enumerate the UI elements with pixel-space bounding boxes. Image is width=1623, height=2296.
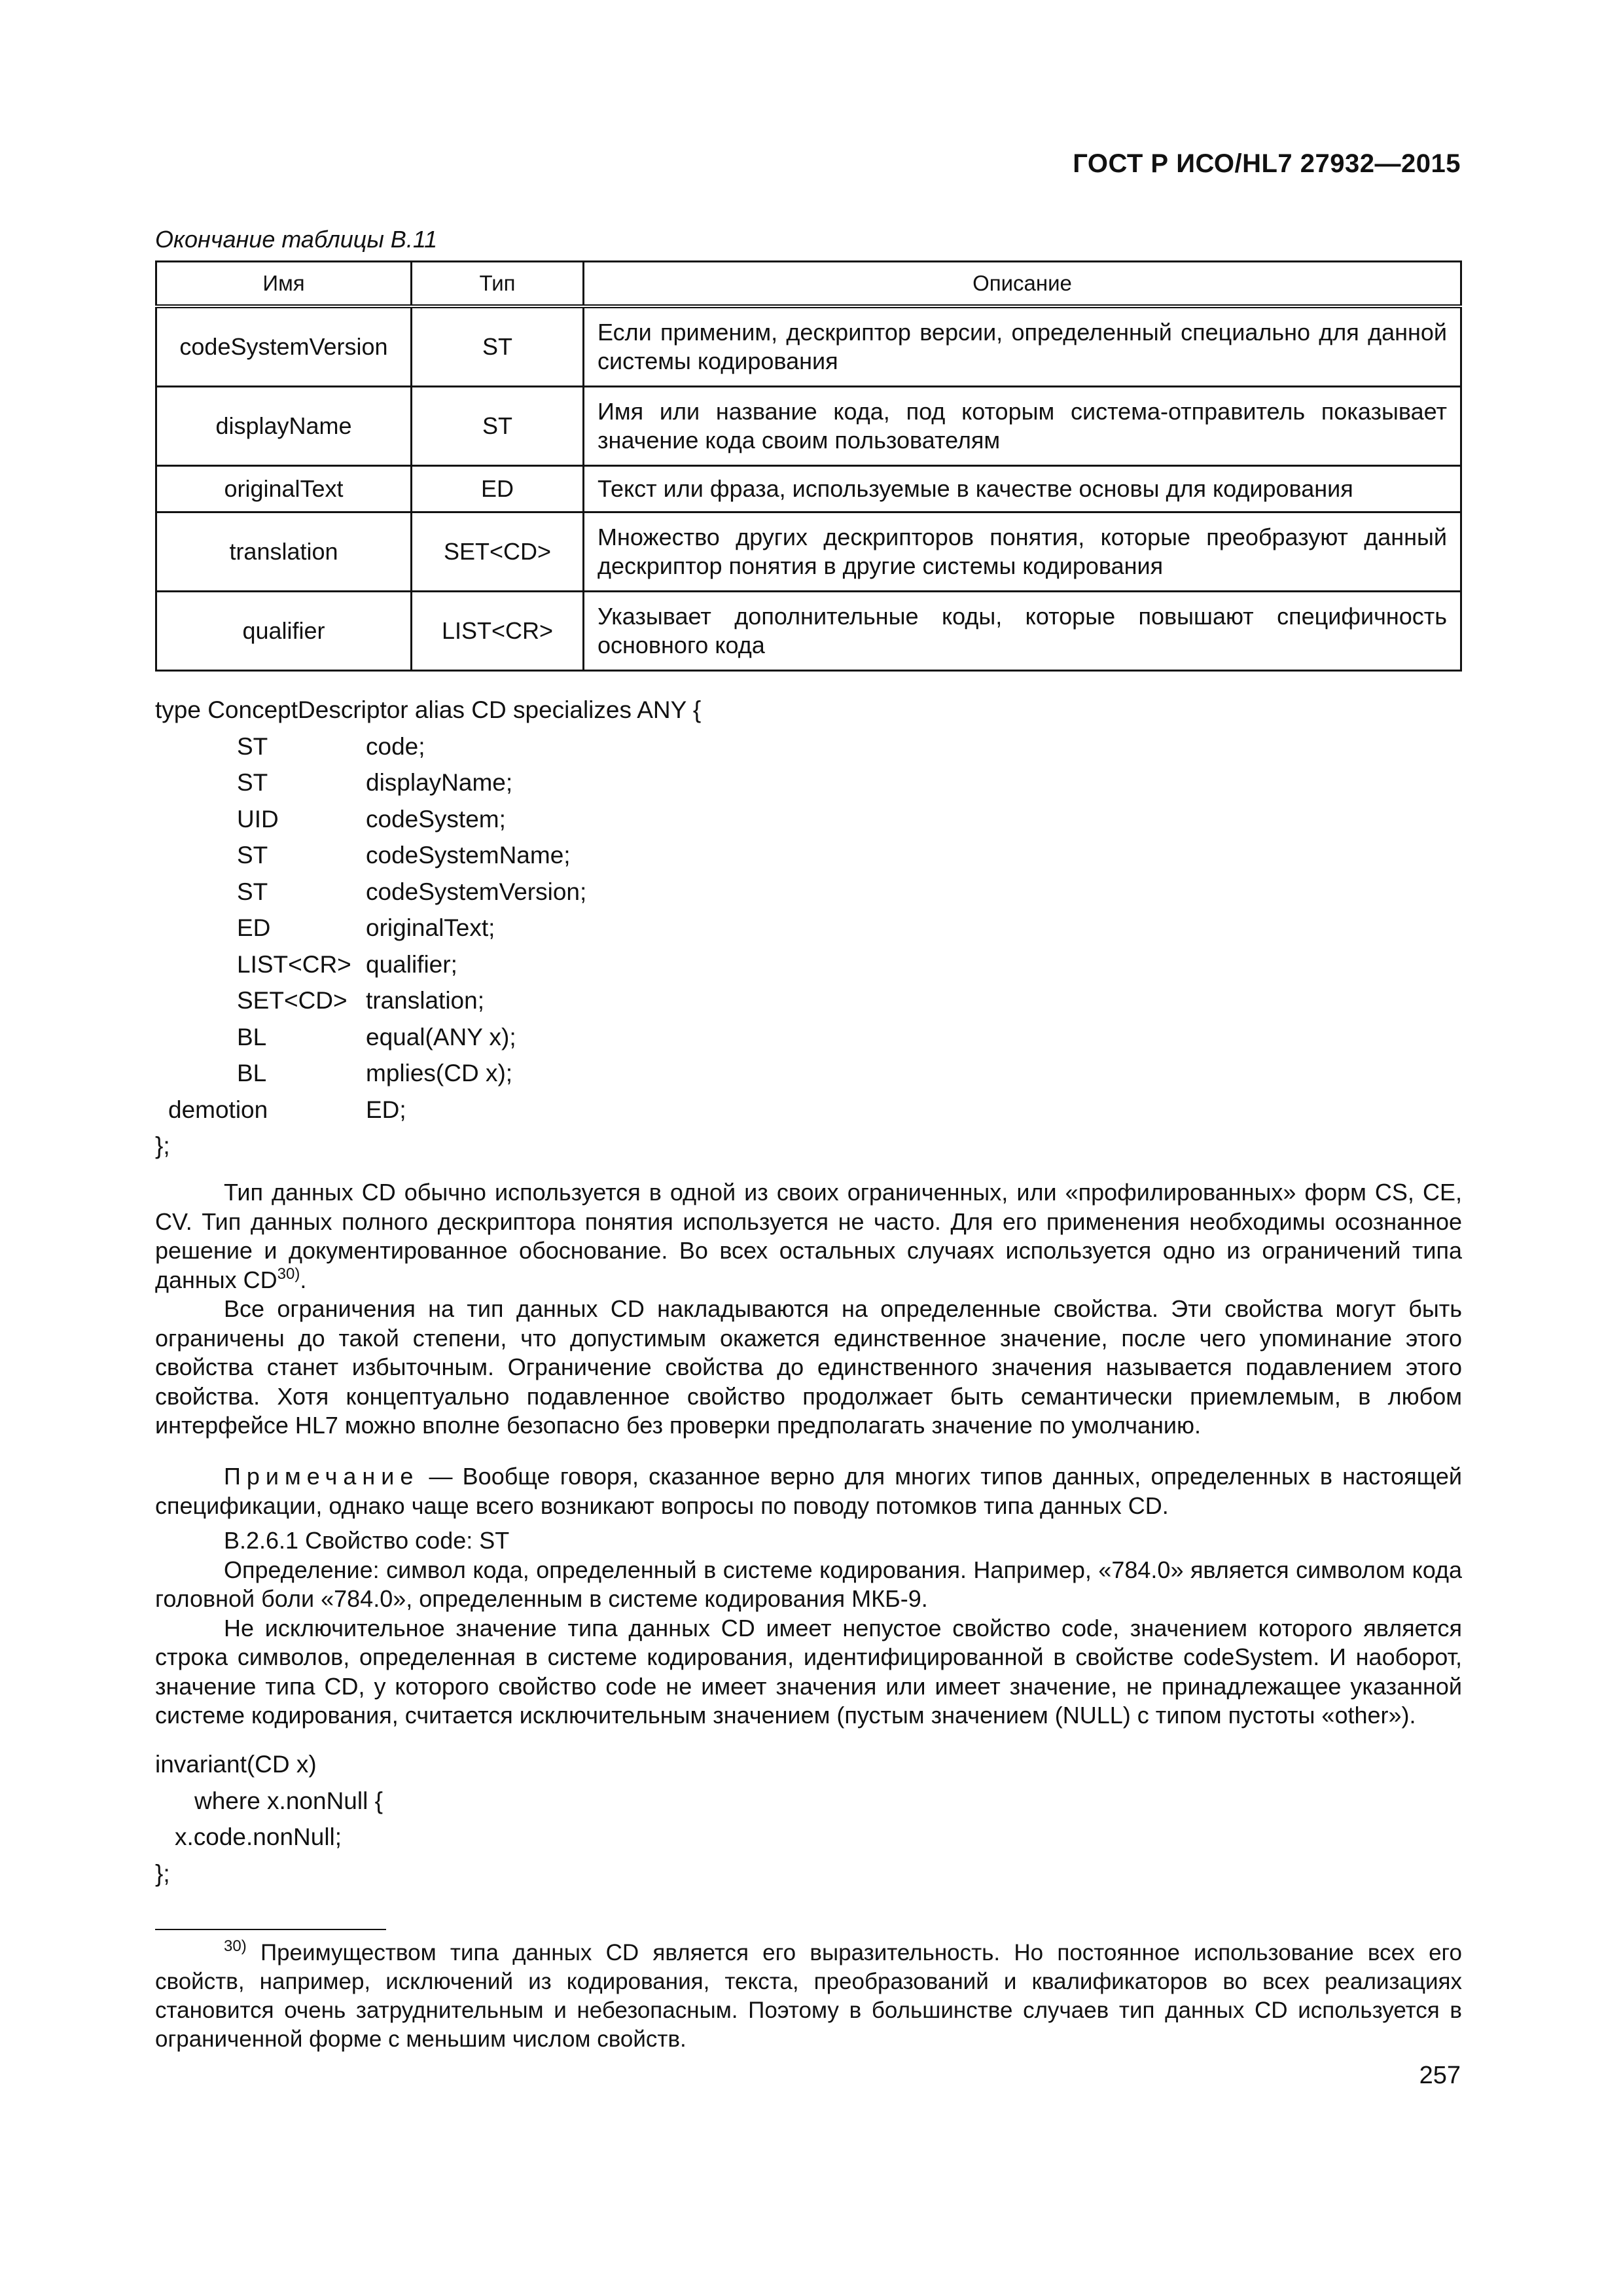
- member-type: ED: [237, 914, 271, 941]
- table-row: [156, 466, 1461, 512]
- cell-type: SET<CD>: [412, 512, 584, 592]
- definition-paragraph: Определение: символ кода, определенный в системе кодирования. Например, «784.0» является символом кода головной боли «784.0», определенным в системе кодирования МКБ-9.: [155, 1556, 1462, 1612]
- member-type: ST: [237, 732, 268, 760]
- cell-name: qualifier: [156, 592, 412, 671]
- member-type: ST: [237, 842, 268, 869]
- code-text: where x.nonNull {: [194, 1787, 383, 1814]
- note-block: [155, 1462, 1462, 1520]
- cell-type: ST: [412, 306, 584, 387]
- member-name: ED;: [366, 1096, 406, 1123]
- cell-desc: Указывает дополнительные коды, которые повышают специфичность основного кода: [584, 592, 1461, 671]
- section-block: [155, 1526, 1462, 1731]
- cell-type: ED: [412, 466, 584, 512]
- paragraph: [155, 1178, 1462, 1295]
- member-name: displayName;: [366, 769, 513, 796]
- col-header-name: Имя: [156, 262, 412, 307]
- footnote-separator: [155, 1929, 386, 1930]
- member-type: SET<CD>: [237, 987, 348, 1014]
- cell-type: LIST<CR>: [412, 592, 584, 671]
- member-name: translation;: [366, 987, 484, 1014]
- table-row: [156, 512, 1461, 592]
- note-text: — Вообще говоря, сказанное верно для многих типов данных, определенных в настоящей спецификации, однако чаще всего возникают вопросы по поводу потомков типа данных CD.: [155, 1463, 1462, 1519]
- col-header-type: Тип: [412, 262, 584, 307]
- member-type: demotion: [168, 1096, 268, 1123]
- code-text: };: [155, 1859, 170, 1887]
- code-header: type ConceptDescriptor alias CD specializes ANY {: [155, 696, 702, 723]
- cell-desc: Текст или фраза, используемые в качестве основы для кодирования: [584, 466, 1461, 512]
- member-name: code;: [366, 732, 425, 760]
- cell-desc: Имя или название кода, под которым система-отправитель показывает значение кода своим пользователям: [584, 387, 1461, 466]
- cell-desc: Множество других дескрипторов понятия, которые преобразуют данный дескриптор понятия в другие системы кодирования: [584, 512, 1461, 592]
- member-type: ST: [237, 769, 268, 796]
- table-row: [156, 387, 1461, 466]
- paragraph: Все ограничения на тип данных CD накладываются на определенные свойства. Эти свойства могут быть ограничены до такой степени, что допустимым окажется единственное значение, после чего упоминание этого свойства станет избыточным. Ограничение свойства до единственного значения называется подавлением этого свойства. Хотя концептуально подавленное свойство продолжает быть семантически приемлемым, в любом интерфейсе HL7 можно вполне безопасно без проверки предполагать значение по умолчанию.: [155, 1295, 1463, 1439]
- table-caption: Окончание таблицы В.11: [155, 226, 438, 253]
- member-type: BL: [237, 1023, 267, 1050]
- code-text: invariant(CD x): [155, 1751, 317, 1778]
- note-label: Примечание: [224, 1463, 419, 1490]
- section-heading: B.2.6.1 Свойство code: ST: [224, 1527, 510, 1554]
- cell-name: codeSystemVersion: [156, 306, 412, 387]
- paragraph: Не исключительное значение типа данных CD имеет непустое свойство code, значением которого является строка символов, определенная в системе кодирования, идентифицированной в свойстве codeSystem. И наоборот, значение типа CD, у которого свойство code не имеет значения или имеет значение, не принадлежащее указанной системе кодирования, считается исключительным значением (пустым значением (NULL) с типом пустоты «other»).: [155, 1614, 1462, 1729]
- code-text: x.code.nonNull;: [175, 1823, 342, 1850]
- member-type: LIST<CR>: [237, 950, 351, 978]
- spec-table: [155, 260, 1462, 672]
- note: [155, 1462, 1462, 1520]
- member-type: ST: [237, 878, 268, 905]
- cell-name: translation: [156, 512, 412, 592]
- table-row: [156, 306, 1461, 387]
- table-header-row: [156, 262, 1461, 307]
- member-name: codeSystemName;: [366, 842, 571, 869]
- paragraph-text: Тип данных CD обычно используется в одной из своих ограниченных, или «профилированных» форм CS, CE, CV. Тип данных полного дескриптора понятия используется не часто. Для его применения необходимы осознанное решение и документированное обоснование. Во всех остальных случаях используется одно из ограничений типа данных CD: [155, 1179, 1462, 1293]
- footnote-mark: 30): [224, 1937, 247, 1955]
- col-header-desc: Описание: [584, 262, 1461, 307]
- member-name: codeSystemVersion;: [366, 878, 587, 905]
- member-name: mplies(CD x);: [366, 1060, 513, 1086]
- member-type: BL: [237, 1060, 267, 1086]
- member-name: qualifier;: [366, 950, 457, 978]
- table-row: [156, 592, 1461, 671]
- code-close: };: [155, 1132, 170, 1159]
- cell-desc: Если применим, дескриптор версии, определенный специально для данной системы кодирования: [584, 306, 1461, 387]
- member-name: codeSystem;: [366, 805, 506, 833]
- cell-type: ST: [412, 387, 584, 466]
- footnote: [155, 1939, 1462, 2054]
- member-name: equal(ANY x);: [366, 1023, 516, 1050]
- member-name: originalText;: [366, 914, 495, 941]
- body-paragraphs: [155, 1178, 1462, 1441]
- page-number: 257: [1419, 2062, 1461, 2089]
- footnote-ref: 30): [277, 1265, 300, 1283]
- member-type: UID: [237, 805, 279, 833]
- cell-name: displayName: [156, 387, 412, 466]
- footnote-text: Преимуществом типа данных CD является его выразительность. Но постоянное использование всех его свойств, например, исключений из кодирования, текста, преобразований и квалификаторов во всех реализациях становится очень затруднительным и небезопасным. Поэтому в большинстве случаев тип данных CD используется в ограниченной форме с меньшим числом свойств.: [155, 1940, 1462, 2052]
- paragraph-end: .: [300, 1266, 307, 1293]
- cell-name: originalText: [156, 466, 412, 512]
- standard-header: ГОСТ Р ИСО/HL7 27932—2015: [1073, 149, 1461, 178]
- footnote-paragraph: [155, 1939, 1462, 2054]
